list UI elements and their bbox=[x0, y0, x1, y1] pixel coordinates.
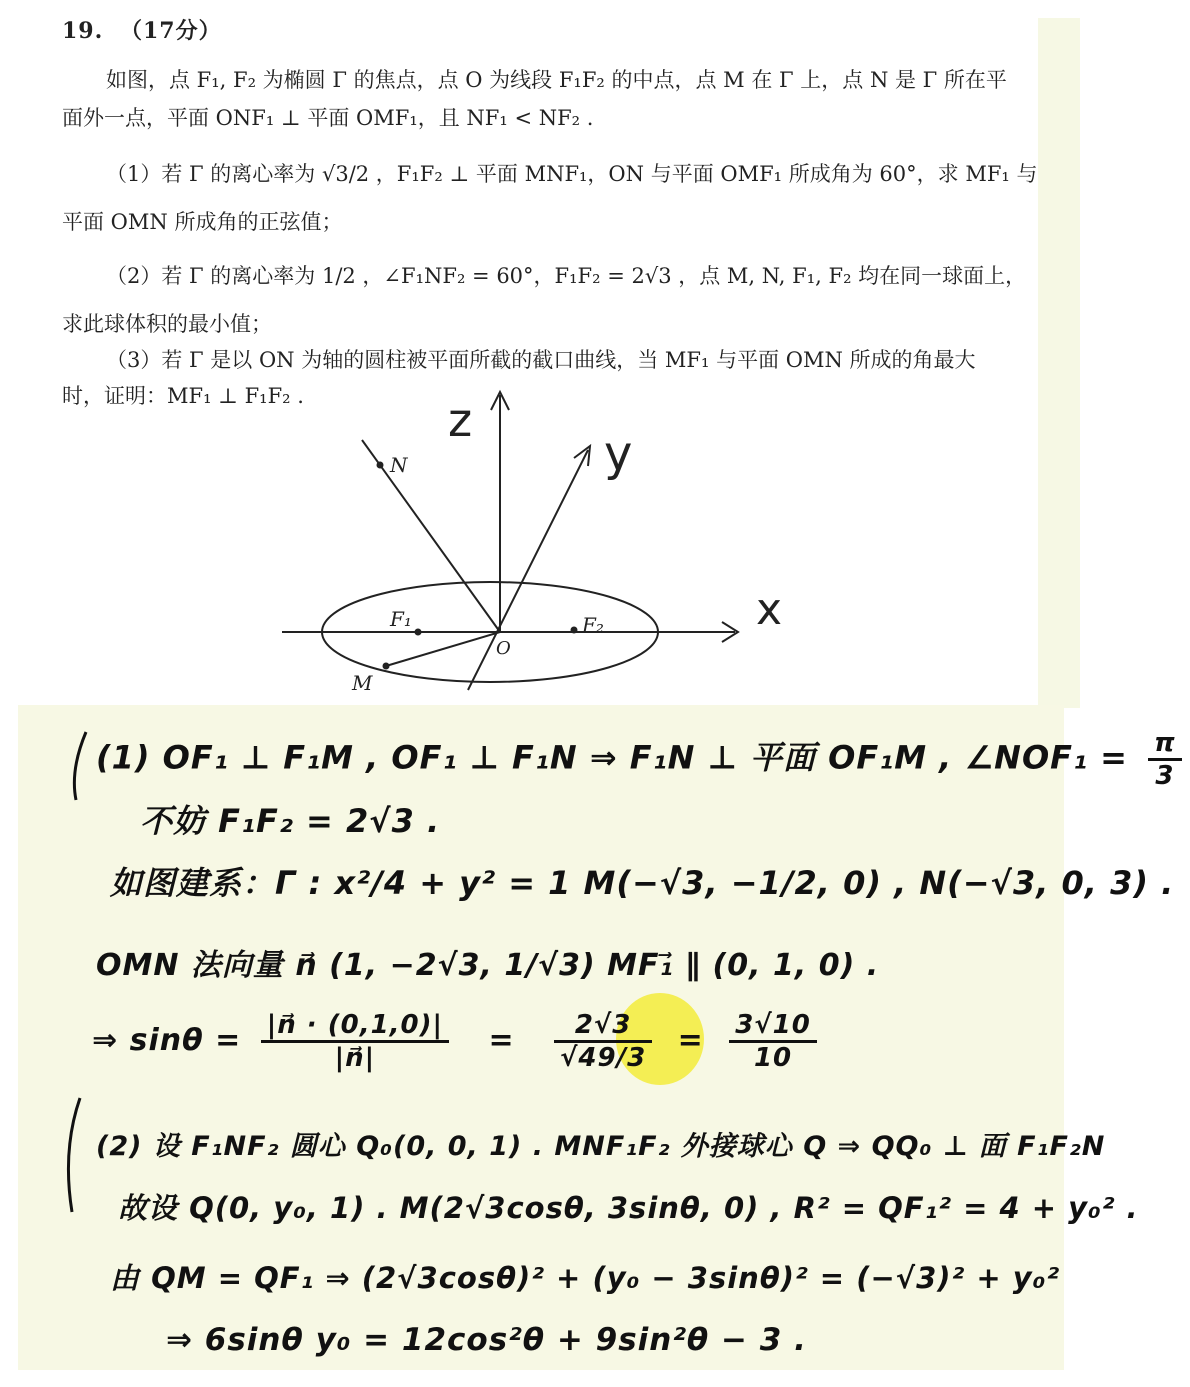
angle-fraction-num: π bbox=[1148, 728, 1182, 761]
angle-fraction-den: 3 bbox=[1155, 761, 1175, 791]
intro-line-2: 面外一点，平面 ONF₁ ⊥ 平面 OMF₁，且 NF₁ < NF₂ . bbox=[62, 106, 594, 130]
sin-fraction-1 bbox=[261, 1010, 449, 1073]
axis-y-label: y bbox=[604, 426, 633, 482]
intro-line-1: 如图，点 F₁, F₂ 为椭圆 Γ 的焦点，点 O 为线段 F₁F₂ 的中点，点 M 在 Γ 上，点 N 是 Γ 所在平 bbox=[106, 68, 1007, 92]
point-n-label: N bbox=[390, 453, 408, 477]
sin-theta-prefix: ⇒ sinθ = bbox=[92, 1023, 242, 1058]
question-2-line-2: 求此球体积的最小值； bbox=[62, 312, 272, 336]
sin-fraction-2-num: 2√3 bbox=[554, 1010, 652, 1043]
bracket-part-1 bbox=[74, 732, 86, 800]
solution-line-8: 由 QM = QF₁ ⇒ (2√3cosθ)² + (y₀ − 3sinθ)² = (−√3)² + y₀² bbox=[110, 1261, 1061, 1295]
sin-fraction-1-num: |n⃗ · (0,1,0)| bbox=[261, 1010, 449, 1043]
sin-equals-1: = bbox=[488, 1023, 515, 1058]
problem-score: （17分） bbox=[119, 18, 222, 44]
point-m-label: M bbox=[352, 671, 373, 695]
question-3-line-2: 时，证明：MF₁ ⊥ F₁F₂ . bbox=[62, 384, 304, 408]
axis-x-label: x bbox=[756, 584, 783, 635]
sin-fraction-2-den: √49/3 bbox=[560, 1043, 647, 1073]
question-1-line-1: （1）若 Γ 的离心率为 √3/2 ，F₁F₂ ⊥ 平面 MNF₁，ON 与平面 OMF₁ 所成角为 60°，求 MF₁ 与 bbox=[106, 162, 1038, 186]
solution-line-7: 故设 Q(0, y₀, 1) . M(2√3cosθ, 3sinθ, 0) , R² = QF₁² = 4 + y₀² . bbox=[118, 1191, 1139, 1225]
solution-line-2: 不妨 F₁F₂ = 2√3 . bbox=[140, 802, 441, 840]
problem-number-label: 19. bbox=[62, 18, 104, 44]
point-f1-label: F₁ bbox=[390, 607, 412, 631]
question-2-line-1: （2）若 Γ 的离心率为 1/2 ，∠F₁NF₂ = 60°，F₁F₂ = 2√3 ，点 M, N, F₁, F₂ 均在同一球面上， bbox=[106, 264, 1027, 288]
solution-line-3: 如图建系：Γ : x²/4 + y² = 1 M(−√3, −1/2, 0) , N(−√3, 0, 3) . bbox=[110, 864, 1175, 902]
question-1-line-2: 平面 OMN 所成角的正弦值； bbox=[62, 210, 343, 234]
bracket-part-2 bbox=[68, 1098, 80, 1212]
solution-line-9: ⇒ 6sinθ y₀ = 12cos²θ + 9sin²θ − 3 . bbox=[166, 1322, 807, 1358]
axis-z-label: z bbox=[448, 393, 473, 447]
solution-line-5 bbox=[92, 1010, 825, 1073]
angle-fraction bbox=[1148, 728, 1182, 791]
question-3-line-1: （3）若 Γ 是以 ON 为轴的圆柱被平面所截的截口曲线，当 MF₁ 与平面 OMN 所成的角最大 bbox=[106, 348, 976, 372]
solution-line-4: OMN 法向量 n⃗ (1, −2√3, 1/√3) MF₁⃗ ∥ (0, 1, 0) . bbox=[96, 948, 880, 983]
solution-line-1 bbox=[96, 728, 1190, 791]
sin-fraction-2 bbox=[554, 1010, 652, 1073]
solution-line-1-text: (1) OF₁ ⊥ F₁M , OF₁ ⊥ F₁N ⇒ F₁N ⊥ 平面 OF₁M , ∠NOF₁ = bbox=[96, 738, 1128, 777]
sin-answer-num: 3√10 bbox=[729, 1010, 817, 1043]
solution-line-6: (2) 设 F₁NF₂ 圆心 Q₀(0, 0, 1) . MNF₁F₂ 外接球心 Q ⇒ QQ₀ ⊥ 面 F₁F₂N bbox=[96, 1131, 1106, 1162]
sin-answer-den: 10 bbox=[753, 1043, 793, 1073]
sin-equals-2: = bbox=[677, 1023, 704, 1058]
point-f2-label: F₂ bbox=[582, 613, 604, 637]
sin-fraction-1-den: |n⃗| bbox=[334, 1043, 376, 1073]
sin-answer bbox=[729, 1010, 817, 1073]
point-o-label: O bbox=[496, 638, 511, 659]
